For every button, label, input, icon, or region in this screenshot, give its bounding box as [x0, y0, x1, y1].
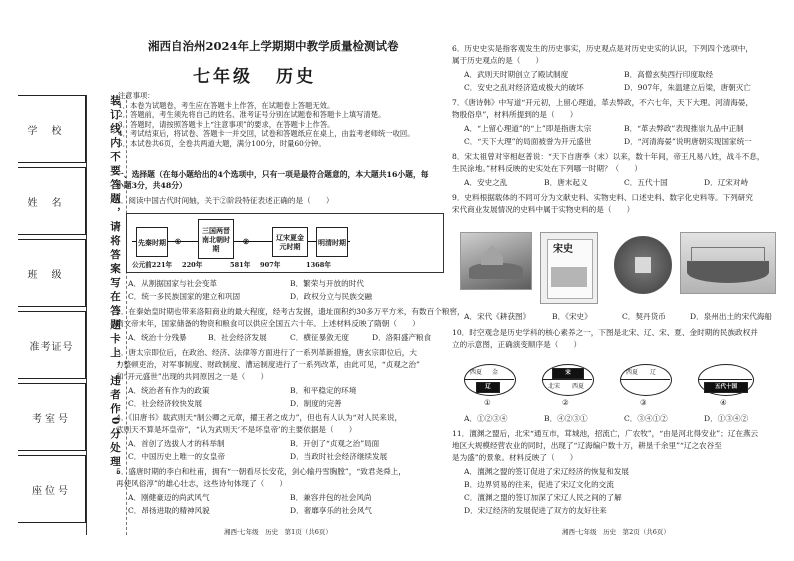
regime-label: 西夏 — [470, 369, 483, 376]
q6-stem: 6．历史史实是指客观发生的历史事实，历史观点是对历史史实的认识，下列四个选项中， — [452, 44, 753, 53]
book-image — [540, 232, 598, 304]
note-item: 5．本试卷共6页，全卷共两道大题，满分100分，时量60分钟。 — [118, 138, 326, 148]
note-item: 2．答题前，考生须先将自己的姓名、准考证号分别在试题卷和答题卡上填写清楚。 — [118, 110, 386, 120]
q5-opt: A．刚健豪迈的尚武风气 — [128, 493, 210, 502]
timeline-marker: ① — [174, 236, 182, 246]
timeline-box: 先秦时期 — [136, 227, 168, 257]
q8-opt: A．安史之乱 — [464, 178, 508, 187]
q6-opt: A．武则天时期创立了殿试制度 — [464, 70, 569, 79]
q6-stem: 属于历史观点的是（ ） — [452, 56, 544, 65]
regime-label: 西夏 — [626, 369, 639, 376]
regime-label: 西夏 — [572, 383, 585, 390]
label-school: 学校 — [18, 95, 86, 163]
q1-opt: C．统一多民族国家的建立和巩固 — [128, 292, 241, 301]
grade-label: 七年级 — [193, 67, 253, 87]
q6-opt: B．高僧玄奘西行印度取经 — [624, 70, 714, 79]
q5-stem: 再使风俗淳”的雄心壮志，这些诗句体现了（ ） — [116, 479, 287, 488]
ship-image — [680, 232, 776, 294]
label-name: 姓名 — [18, 167, 86, 235]
q4-opt: A．首创了选拔人才的科举制 — [128, 439, 225, 448]
q1-opt: D．政权分立与民族交融 — [290, 292, 373, 301]
binding-line — [86, 95, 87, 535]
q11-stem: 是为盛”的景象。材料反映了（ ） — [452, 453, 578, 462]
q1-stem: 1．阅读中国古代时间轴，关于②阶段特征表述正确的是（ ） — [116, 196, 334, 205]
q2-stem: 隋文帝末年，国家储备的物资和粮食可以供应全国五六十年。上述材料反映了隋朝（ ） — [116, 319, 420, 328]
q5-stem: 5．盛唐时期的李白和杜甫，拥有“一朝看尽长安花，剑心输丹雪胸膛”，“致君尧舜上， — [116, 467, 406, 476]
timeline-tick: 1368年 — [306, 261, 331, 269]
notes-heading: 注意事项： — [118, 91, 155, 100]
diagram-number: ③ — [640, 398, 647, 407]
q4-stem: 4．《旧唐书》载武则天“制公卿之元章，擢王者之成力”，但也有人认为“对人民来说， — [116, 413, 403, 422]
q4-opt: B．开创了“贞观之治”局面 — [290, 439, 380, 448]
regime-label: 辽 — [476, 382, 500, 393]
timeline-box: 辽宋夏金元时期 — [272, 227, 308, 257]
section-heading: 一、选择题（在每小题给出的4个选项中，只有一项是最符合题意的，本大题共16小题，每 — [116, 170, 429, 179]
q4-stem: 武则天不算是坏皇帝”，“认为武则天‘不是坏皇帝’的主要依据是（ ） — [116, 425, 357, 434]
q2-opt: D．洛阳盛产粮食 — [372, 333, 432, 342]
diagram-number: ① — [484, 398, 491, 407]
q10-stem: 10．时空观念是历史学科的核心素养之一，下图是北宋、辽、宋、夏、金时期的民族政权并 — [452, 328, 758, 337]
q3-stem: 3．唐太宗即位后，在政治、经济、法律等方面进行了一系列革新措施，唐玄宗即位后，大 — [116, 348, 417, 357]
q11-opt: A．澶渊之盟的签订促进了宋辽经济的恢复和发展 — [464, 467, 629, 476]
regime-label: 辽 — [650, 369, 657, 376]
q11-stem: 11．澶渊之盟后，北宋“通互市，茸城池，招流亡，广农牧”，“由是河北得安业”；辽在燕云 — [452, 429, 759, 438]
q5-opt: D．奢靡享乐的社会风气 — [290, 506, 373, 515]
q2-opt: A．统治十分残暴 — [128, 333, 187, 342]
q3-stem: 力整顿吏治，对军事制度、财政制度、漕运制度进行了一系列改革，由此可见，“贞观之治” — [116, 360, 420, 369]
q1-opt: B．繁荣与开放的时代 — [290, 279, 364, 288]
timeline-tick: 581年 — [230, 261, 251, 269]
q4-opt: C．中国历史上唯一的女皇帝 — [128, 452, 225, 461]
timeline-marker: ② — [242, 236, 250, 246]
page-footer-1: 湘西·七年级 历史 第1页（共6页） — [224, 528, 332, 536]
q10-stem: 立的示意图，正确演变顺序是（ ） — [452, 340, 582, 349]
q7-opt: C．“天下大理”的局面被誉为开元盛世 — [464, 137, 592, 146]
timeline-tick: 公元前221年 — [132, 261, 173, 269]
q9-opt: B．《宋史》 — [552, 312, 592, 321]
q3-opt: A．统治者有作为的政策 — [128, 386, 210, 395]
q10-opt: D．①③④② — [704, 414, 749, 423]
q6-opt: C．安史之乱对经济造成极大的破坏 — [464, 83, 584, 92]
regime-label: 北宋 — [548, 383, 561, 390]
timeline-tick: 907年 — [260, 261, 281, 269]
q2-stem: 2．在秦始皇时期也带来洛阳商业的最大程度，经考古发掘，遗址面积约30多万平方米，有数百个粮窖， — [116, 307, 465, 316]
exam-title: 湘西自治州2024年上学期期中教学质量检测试卷 — [148, 39, 399, 53]
q11-opt: D．宋辽经济的发展促进了双方的友好往来 — [464, 506, 607, 515]
timeline-box: 明清时期 — [316, 227, 348, 257]
q9-opt: C．契丹货币 — [622, 312, 666, 321]
painting-image — [460, 232, 532, 290]
q10-diagram — [464, 356, 774, 412]
q3-stem: 和“开元盛世”出现的共同原因之一是（ ） — [116, 372, 269, 381]
regime-label: 五代十国 — [704, 382, 748, 393]
q7-stem: 物殷俗阜”，材料所提到的是（ ） — [452, 110, 578, 119]
page-footer-2: 湘西·七年级 历史 第2页（共6页） — [562, 528, 670, 536]
q8-stem: 8．宋太祖曾对宰相赵普说：“天下自唐季（末）以来，数十年间，帝王凡易八姓，战斗不息， — [452, 152, 765, 161]
q10-opt: C．③④①② — [624, 414, 668, 423]
q11-stem: 地区大规模经营农业的同时，出现了“辽海编户数十万，耕垦千余里”“辽之农谷至 — [452, 441, 722, 450]
label-seat-number: 座位号 — [18, 455, 86, 523]
diagram-number: ② — [562, 398, 569, 407]
q5-opt: C．昂扬进取的精神风貌 — [128, 506, 210, 515]
notes — [118, 91, 438, 149]
label-room-number: 考室号 — [18, 383, 86, 451]
q3-opt: C．社会经济较快发展 — [128, 399, 203, 408]
binding-warning: 装订线内不要答题，请将答案写在答题卡上，违者作0分处理。 — [109, 95, 121, 484]
q7-opt: A．“上留心理道”的“上”即是指唐太宗 — [464, 124, 592, 133]
q8-stem: 生民涂地。”材料反映的史实处在下列哪一时期？（ ） — [452, 164, 642, 173]
q9-stem: 宋代商业发展情况的史料中属于实物史料的是（ ） — [452, 205, 635, 214]
regime-label: 宋 — [552, 368, 584, 379]
q5-opt: B．兼容并包的社会风尚 — [290, 493, 372, 502]
note-item: 1．本卷为试题卷，考生应在答题卡上作答，在试题卷上答题无效。 — [118, 100, 335, 110]
q8-opt: C．五代十国 — [624, 178, 668, 187]
q1-timeline — [126, 213, 444, 273]
binding-strip — [18, 95, 121, 535]
subject-label: 历史 — [276, 67, 317, 87]
grade-subject — [193, 62, 316, 87]
q11-opt: C．澶渊之盟的签订加深了宋辽人民之间的了解 — [464, 493, 622, 502]
q10-opt: B．④②③① — [544, 414, 588, 423]
q8-opt: D．辽宋对峙 — [704, 178, 749, 187]
q1-opt: A．从割据国家与社会变革 — [128, 279, 218, 288]
q9-stem: 9．史料根据载体的不同可分为文献史料、实物史料、口述史料、数字化史料等。下列研究 — [452, 193, 753, 202]
q7-stem: 7．《唐诗韩》中写道“开元初，上留心理道，革去弊政，不六七年，天下大理。河清海晏， — [452, 98, 754, 107]
q7-opt: B．“革去弊政”表现推崇九品中正制 — [624, 124, 744, 133]
q9-opt: D．泉州出土的宋代海船 — [690, 312, 773, 321]
q3-opt: D．制度的完善 — [290, 399, 342, 408]
timeline-tick: 220年 — [182, 261, 203, 269]
regime-label: 金 — [492, 369, 499, 376]
note-item: 3．答题时，请按照答题卡上“注意事项”的要求，在答题卡上作答。 — [118, 119, 335, 129]
q10-opt: A．①②③④ — [464, 414, 508, 423]
coin-image — [614, 236, 672, 294]
section-heading-2: 小题3分，共48分） — [116, 181, 187, 190]
q2-opt: B．社会经济发展 — [208, 333, 267, 342]
q3-opt: B．和平稳定的环境 — [290, 386, 357, 395]
note-item: 4．考试结束后，将试卷、答题卡一并交回，试卷和答题纸应在桌上，由监考老师统一收回。 — [118, 129, 415, 139]
q9-opt: A．宋代《耕获图》 — [464, 312, 531, 321]
q2-opt: C．横征暴敛无度 — [290, 333, 349, 342]
book-title: 宋史 — [553, 244, 573, 255]
q4-opt: D．当政时社会经济继续发展 — [290, 452, 388, 461]
q8-opt: B．唐末起义 — [544, 178, 588, 187]
label-exam-number: 准考证号 — [18, 311, 86, 379]
diagram-number: ④ — [720, 398, 727, 407]
label-class: 班级 — [18, 239, 86, 307]
q7-opt: D．“河清海晏”说明唐朝实现国家统一 — [624, 137, 752, 146]
q11-opt: B．边界贸易的往来，促进了宋辽文化的交流 — [464, 480, 614, 489]
q6-opt: D．907年，朱温建立后梁，唐朝灭亡 — [624, 83, 751, 92]
timeline-box: 三国两晋南北朝时期 — [198, 219, 234, 259]
